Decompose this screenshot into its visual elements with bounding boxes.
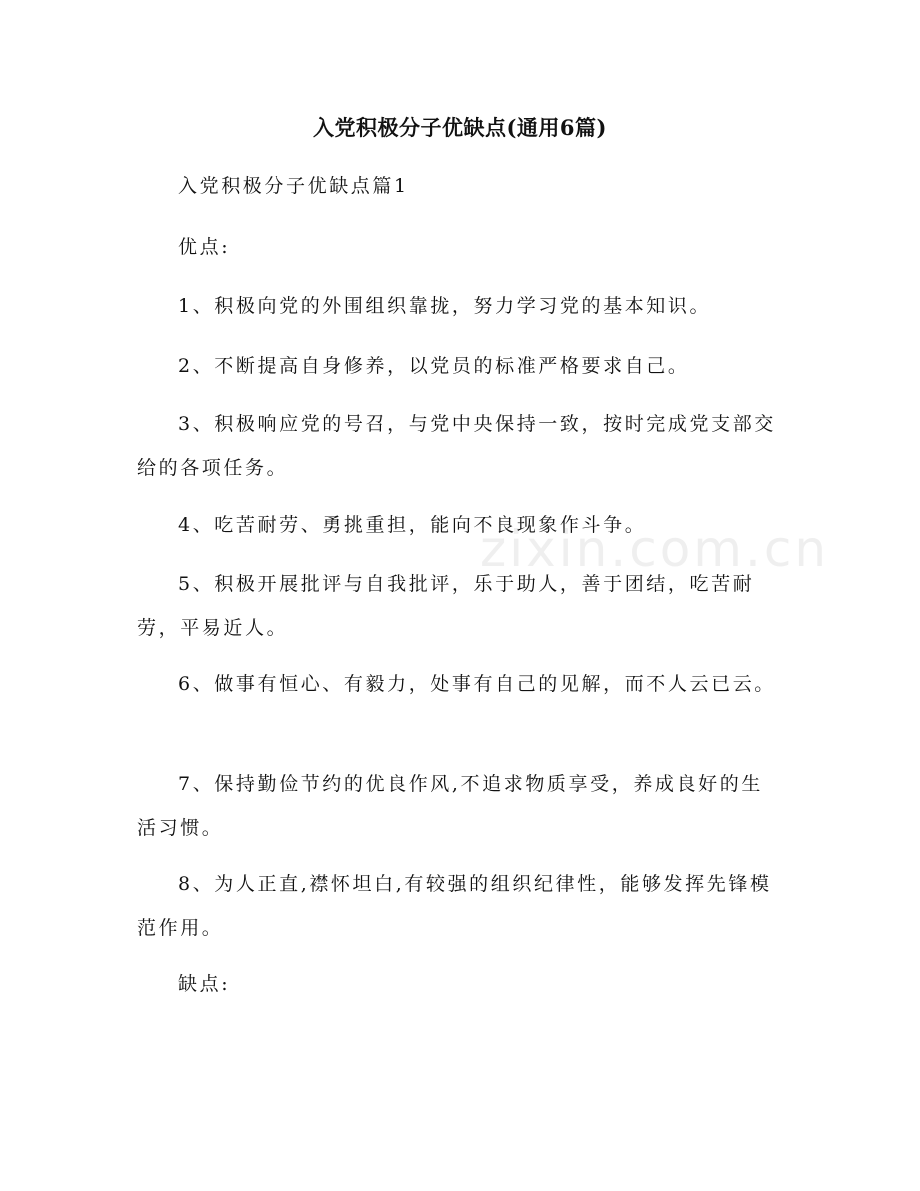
list-item: 7、保持勤俭节约的优良作风,不追求物质享受，养成良好的生活习惯。: [137, 773, 763, 839]
section-heading: 入党积极分子优缺点篇1: [178, 175, 409, 197]
list-item: 8、为人正直,襟怀坦白,有较强的组织纪律性，能够发挥先锋模范作用。: [137, 873, 772, 939]
list-item: 6、做事有恒心、有毅力，处事有自己的见解，而不人云已云。: [178, 673, 776, 695]
disadvantages-label: 缺点:: [178, 973, 231, 995]
list-item: 1、积极向党的外围组织靠拢，努力学习党的基本知识。: [178, 295, 712, 317]
list-item: 2、不断提高自身修养，以党员的标准严格要求自己。: [178, 355, 690, 377]
advantages-label: 优点:: [178, 236, 231, 258]
list-item: 3、积极响应党的号召，与党中央保持一致，按时完成党支部交给的各项任务。: [137, 413, 776, 479]
document-title: 入党积极分子优缺点(通用6篇): [313, 115, 607, 140]
list-item: 4、吃苦耐劳、勇挑重担，能向不良现象作斗争。: [178, 514, 647, 536]
list-item: 5、积极开展批评与自我批评，乐于助人，善于团结，吃苦耐劳，平易近人。: [137, 573, 755, 639]
watermark: zixin.com.cn: [480, 520, 830, 578]
